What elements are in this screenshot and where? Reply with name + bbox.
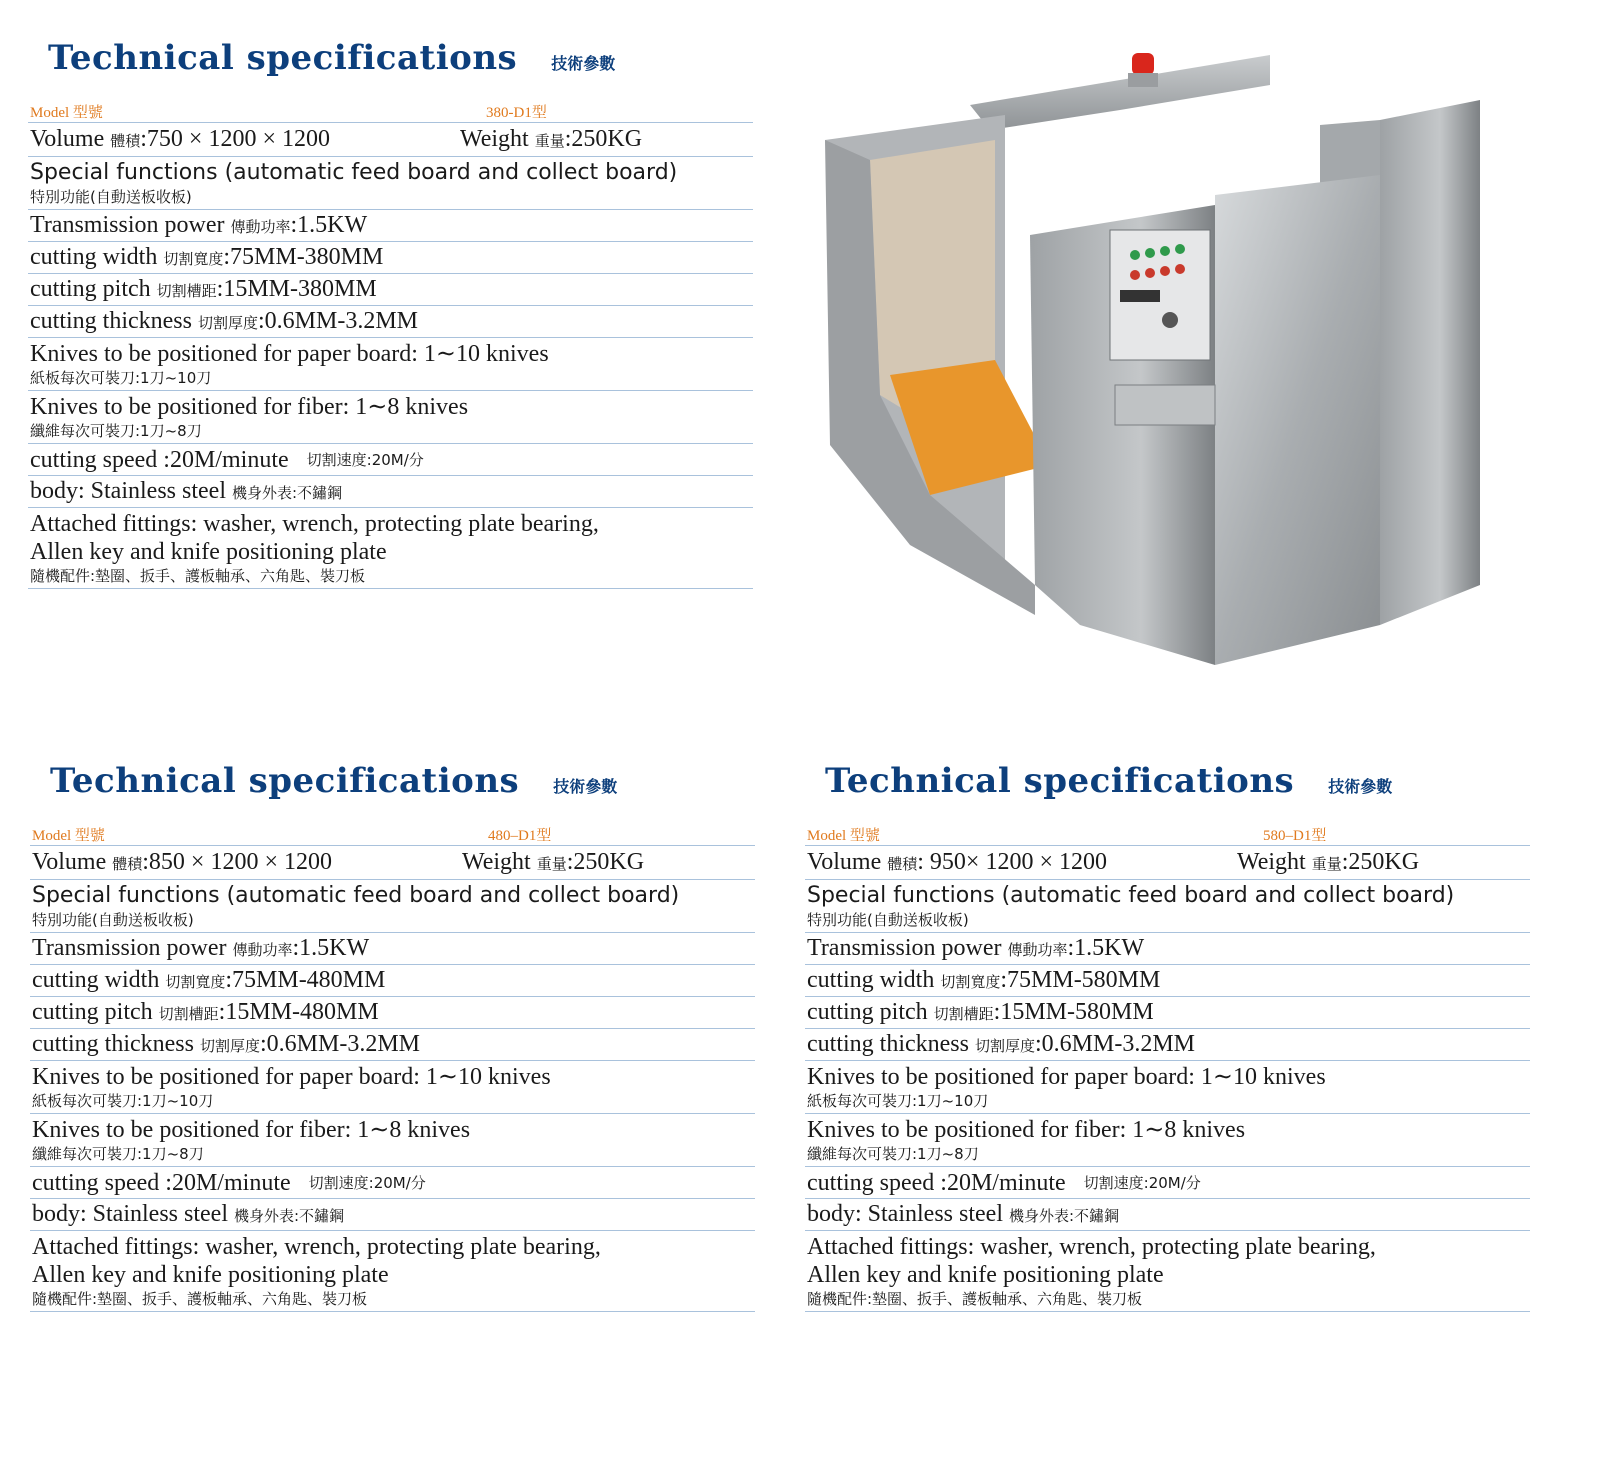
title-zh: 技術參數 [1328,777,1393,796]
beacon-light [1132,53,1154,75]
power-value: :1.5KW [290,211,368,238]
volume-row [805,846,1530,880]
fittings-row [30,1231,755,1312]
title-en: Technical specifications [50,761,520,801]
weight-value: :250KG [564,125,643,152]
fiber-zh: 纖維每次可裝刀:1刀~8刀 [30,422,202,440]
fittings-en-line2: Allen key and knife positioning plate [32,1262,389,1288]
fiber-knives-row [805,1114,1530,1167]
paper-en: Knives to be positioned for paper board: 1∼10 knives [807,1064,1326,1090]
speed-en: cutting speed :20M/minute [807,1169,1066,1196]
weight-label: Weight [1237,848,1306,875]
width-zh: 切割寬度 [940,972,1001,991]
thick-en: cutting thickness [807,1030,969,1057]
power-zh: 傳動功率 [230,217,291,236]
width-value: :75MM-380MM [223,243,384,270]
model-row [805,823,1530,846]
power-zh: 傳動功率 [1007,940,1068,959]
body-en: body: Stainless steel [807,1200,1003,1227]
pitch-value: :15MM-480MM [218,998,379,1025]
model-value: 380-D1型 [486,105,547,121]
speed-row [805,1167,1530,1199]
body-en: body: Stainless steel [30,477,226,504]
special-en: Special functions (automatic feed board and collect board) [807,883,1455,908]
weight-zh: 重量 [534,131,565,150]
volume-zh: 體積 [110,131,141,150]
fittings-row [805,1231,1530,1312]
thick-value: :0.6MM-3.2MM [1035,1030,1196,1057]
volume-label: Volume [807,848,882,875]
fittings-zh: 隨機配件:墊圈、扳手、護板軸承、六角匙、裝刀板 [807,1290,1143,1308]
right-cabinet [1380,100,1480,625]
speed-zh: 切割速度:20M/分 [306,451,424,469]
spec-block-380 [28,38,753,589]
power-en: Transmission power [32,934,227,961]
volume-label: Volume [30,125,105,152]
width-row [28,242,753,274]
special-zh: 特別功能(自動送板收板) [30,188,192,206]
fittings-en-line1: Attached fittings: washer, wrench, protecting plate bearing, [807,1234,1376,1260]
fiber-en: Knives to be positioned for fiber: 1∼8 knives [30,394,469,420]
speed-en: cutting speed :20M/minute [32,1169,291,1196]
power-en: Transmission power [807,934,1002,961]
paper-zh: 紙板每次可裝刀:1刀~10刀 [807,1092,989,1110]
fittings-zh: 隨機配件:墊圈、扳手、護板軸承、六角匙、裝刀板 [30,567,366,585]
volume-value: :850 × 1200 × 1200 [142,848,332,875]
fittings-row [28,508,753,589]
power-value: :1.5KW [1067,934,1145,961]
fiber-en: Knives to be positioned for fiber: 1∼8 knives [807,1117,1246,1143]
thick-zh: 切割厚度 [974,1036,1035,1055]
special-row [30,880,755,933]
width-row [805,965,1530,997]
pitch-en: cutting pitch [32,998,153,1025]
power-row [28,210,753,242]
title-en: Technical specifications [825,761,1295,801]
pitch-zh: 切割槽距 [933,1004,994,1023]
fiber-knives-row [28,391,753,444]
spec-block-580 [805,761,1530,1312]
special-en: Special functions (automatic feed board and collect board) [32,883,680,908]
model-label: Model 型號 [32,828,105,844]
center-cabinet [1215,175,1380,665]
body-row [30,1199,755,1231]
power-row [805,933,1530,965]
pitch-en: cutting pitch [30,275,151,302]
width-zh: 切割寬度 [163,249,224,268]
pitch-zh: 切割槽距 [156,281,217,300]
thick-value: :0.6MM-3.2MM [260,1030,421,1057]
width-en: cutting width [807,966,935,993]
body-en: body: Stainless steel [32,1200,228,1227]
volume-row [28,123,753,157]
fiber-zh: 纖維每次可裝刀:1刀~8刀 [32,1145,204,1163]
paper-knives-row [28,338,753,391]
fittings-en-line2: Allen key and knife positioning plate [807,1262,1164,1288]
width-zh: 切割寬度 [165,972,226,991]
weight-zh: 重量 [536,854,567,873]
fittings-en-line1: Attached fittings: washer, wrench, protecting plate bearing, [30,511,599,537]
thickness-row [28,306,753,338]
body-zh: 機身外表:不鏽鋼 [233,1206,345,1225]
title-en: Technical specifications [48,38,518,78]
pitch-en: cutting pitch [807,998,928,1025]
power-en: Transmission power [30,211,225,238]
body-row [805,1199,1530,1231]
weight-label: Weight [460,125,529,152]
spec-title [805,761,1530,823]
power-value: :1.5KW [292,934,370,961]
fittings-zh: 隨機配件:墊圈、扳手、護板軸承、六角匙、裝刀板 [32,1290,368,1308]
power-row [30,933,755,965]
model-row [28,100,753,123]
special-zh: 特別功能(自動送板收板) [807,911,969,929]
pitch-row [28,274,753,306]
body-zh: 機身外表:不鏽鋼 [231,483,343,502]
speed-row [28,444,753,476]
width-value: :75MM-580MM [1000,966,1161,993]
pitch-row [30,997,755,1029]
width-en: cutting width [32,966,160,993]
volume-row [30,846,755,880]
weight-value: :250KG [566,848,645,875]
beacon-base [1128,73,1158,87]
thickness-row [30,1029,755,1061]
pitch-value: :15MM-380MM [216,275,377,302]
fiber-knives-row [30,1114,755,1167]
volume-value: : 950× 1200 × 1200 [917,848,1107,875]
paper-en: Knives to be positioned for paper board: 1∼10 knives [32,1064,551,1090]
width-row [30,965,755,997]
body-zh: 機身外表:不鏽鋼 [1008,1206,1120,1225]
width-value: :75MM-480MM [225,966,386,993]
pitch-row [805,997,1530,1029]
pitch-value: :15MM-580MM [993,998,1154,1025]
model-value: 480–D1型 [488,828,552,844]
weight-label: Weight [462,848,531,875]
fittings-en-line1: Attached fittings: washer, wrench, protecting plate bearing, [32,1234,601,1260]
thick-en: cutting thickness [32,1030,194,1057]
special-en: Special functions (automatic feed board and collect board) [30,160,678,185]
model-row [30,823,755,846]
machine-top-rail [970,55,1270,130]
fiber-en: Knives to be positioned for fiber: 1∼8 knives [32,1117,471,1143]
pitch-zh: 切割槽距 [158,1004,219,1023]
paper-knives-row [805,1061,1530,1114]
spec-title [30,761,755,823]
paper-en: Knives to be positioned for paper board: 1∼10 knives [30,341,549,367]
paper-zh: 紙板每次可裝刀:1刀~10刀 [30,369,212,387]
thick-zh: 切割厚度 [197,313,258,332]
machine-photo [820,25,1495,690]
title-zh: 技術參數 [551,54,616,73]
speed-en: cutting speed :20M/minute [30,446,289,473]
weight-value: :250KG [1341,848,1420,875]
special-zh: 特別功能(自動送板收板) [32,911,194,929]
thickness-row [805,1029,1530,1061]
speed-zh: 切割速度:20M/分 [1083,1174,1201,1192]
volume-zh: 體積 [887,854,918,873]
fittings-en-line2: Allen key and knife positioning plate [30,539,387,565]
drawer [1115,385,1215,425]
volume-zh: 體積 [112,854,143,873]
special-row [805,880,1530,933]
weight-zh: 重量 [1311,854,1342,873]
model-value: 580–D1型 [1263,828,1327,844]
model-label: Model 型號 [30,105,103,121]
thick-value: :0.6MM-3.2MM [258,307,419,334]
speed-row [30,1167,755,1199]
power-zh: 傳動功率 [232,940,293,959]
paper-knives-row [30,1061,755,1114]
spec-block-480 [30,761,755,1312]
model-label: Model 型號 [807,828,880,844]
special-row [28,157,753,210]
title-zh: 技術參數 [553,777,618,796]
paper-zh: 紙板每次可裝刀:1刀~10刀 [32,1092,214,1110]
body-row [28,476,753,508]
fiber-zh: 纖維每次可裝刀:1刀~8刀 [807,1145,979,1163]
thick-zh: 切割厚度 [199,1036,260,1055]
spec-title [28,38,753,100]
speed-zh: 切割速度:20M/分 [308,1174,426,1192]
volume-value: :750 × 1200 × 1200 [140,125,330,152]
volume-label: Volume [32,848,107,875]
width-en: cutting width [30,243,158,270]
thick-en: cutting thickness [30,307,192,334]
